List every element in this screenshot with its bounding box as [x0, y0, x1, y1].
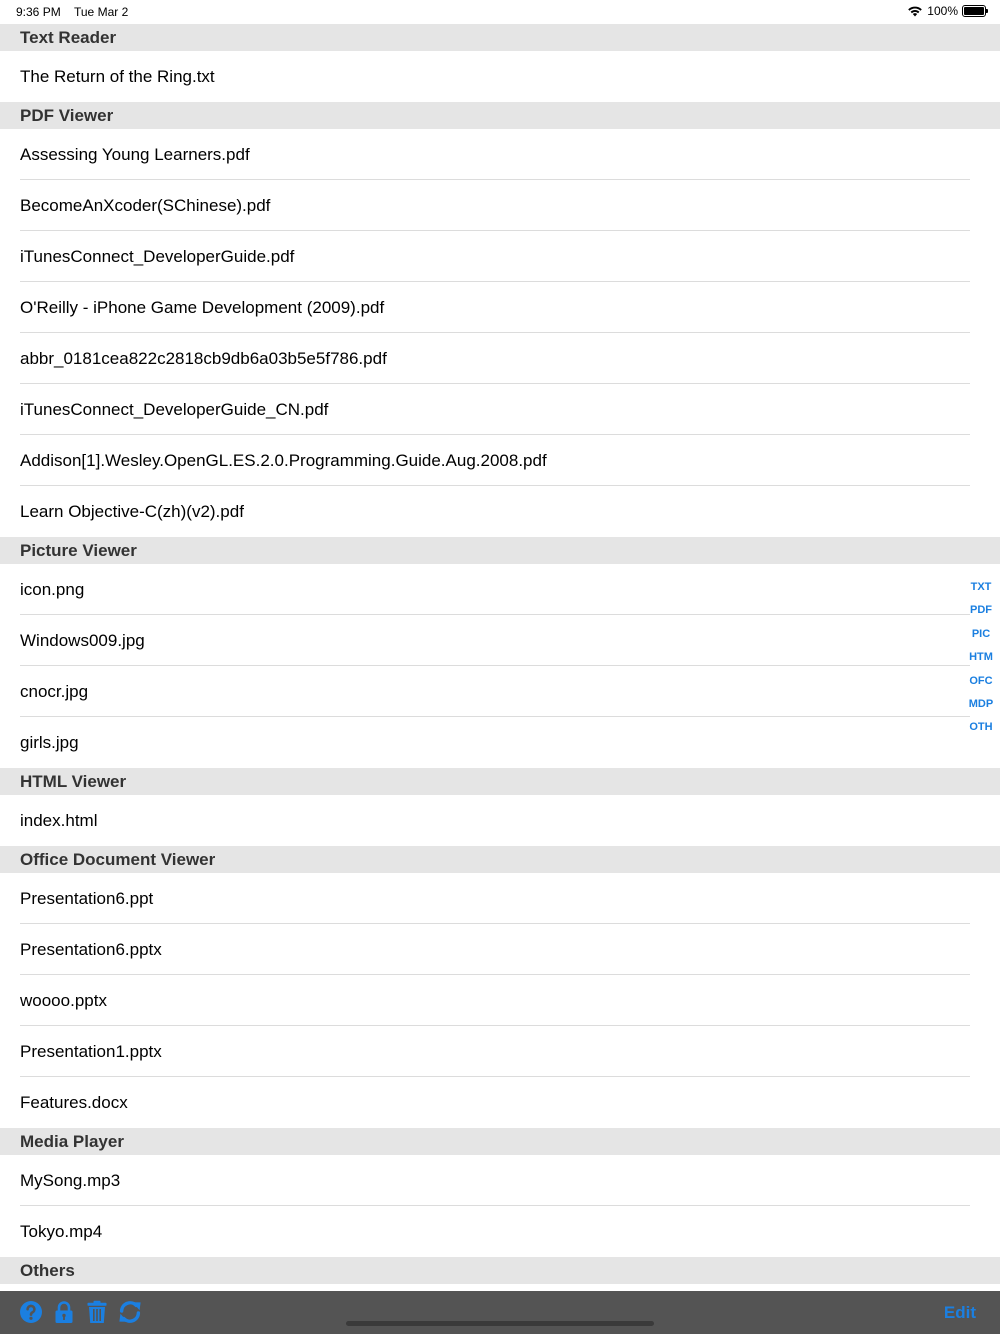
list-item[interactable]: Learn Objective-C(zh)(v2).pdf	[0, 486, 1000, 537]
list-item[interactable]: Presentation1.pptx	[0, 1026, 1000, 1077]
battery-percent: 100%	[927, 4, 958, 18]
index-mdp[interactable]: MDP	[968, 697, 994, 710]
status-right	[907, 4, 986, 18]
list-item[interactable]: girls.jpg	[0, 717, 1000, 768]
section-header-office-viewer: Office Document Viewer	[0, 846, 1000, 873]
index-txt[interactable]: TXT	[970, 581, 992, 593]
list-item[interactable]: Features.docx	[0, 1077, 1000, 1128]
status-time: 9:36 PM	[16, 5, 61, 19]
list-item[interactable]: Addison[1].Wesley.OpenGL.ES.2.0.Programming.Guide.Aug.2008.pdf	[0, 435, 1000, 486]
status-date: Tue Mar 2	[74, 5, 129, 19]
list-item[interactable]: cnocr.jpg	[0, 666, 1000, 717]
section-header-picture-viewer: Picture Viewer	[0, 537, 1000, 564]
list-item[interactable]: Tokyo.mp4	[0, 1206, 1000, 1257]
list-item[interactable]: Presentation6.pptx	[0, 924, 1000, 975]
section-header-others: Others	[0, 1257, 1000, 1284]
list-item[interactable]: iTunesConnect_DeveloperGuide.pdf	[0, 231, 1000, 282]
index-pic[interactable]: PIC	[971, 627, 991, 640]
list-item[interactable]: index.html	[0, 795, 1000, 846]
list-item[interactable]: Presentation6.ppt	[0, 873, 1000, 924]
lock-icon[interactable]	[52, 1300, 76, 1324]
battery-icon	[962, 5, 986, 17]
list-item[interactable]: iTunesConnect_DeveloperGuide_CN.pdf	[0, 384, 1000, 435]
edit-button[interactable]: Edit	[943, 1303, 976, 1322]
list-item[interactable]: MySong.mp3	[0, 1155, 1000, 1206]
list-item[interactable]: abbr_0181cea822c2818cb9db6a03b5e5f786.pdf	[0, 333, 1000, 384]
status-bar	[0, 0, 1000, 24]
list-item[interactable]: BecomeAnXcoder(SChinese).pdf	[0, 180, 1000, 231]
file-list[interactable]	[0, 24, 1000, 1284]
section-header-html-viewer: HTML Viewer	[0, 768, 1000, 795]
index-ofc[interactable]: OFC	[969, 674, 993, 687]
list-item[interactable]: icon.png	[0, 564, 1000, 615]
list-item[interactable]: The Return of the Ring.txt	[0, 51, 1000, 102]
section-header-media-player: Media Player	[0, 1128, 1000, 1155]
trash-icon[interactable]	[85, 1300, 109, 1324]
list-item[interactable]: woooo.pptx	[0, 975, 1000, 1026]
list-item[interactable]: Assessing Young Learners.pdf	[0, 129, 1000, 180]
section-index[interactable]	[966, 576, 996, 740]
help-icon[interactable]	[19, 1300, 43, 1324]
refresh-icon[interactable]	[118, 1300, 142, 1324]
section-header-pdf-viewer: PDF Viewer	[0, 102, 1000, 129]
index-htm[interactable]: HTM	[969, 651, 993, 664]
list-item[interactable]: O'Reilly - iPhone Game Development (2009).pdf	[0, 282, 1000, 333]
wifi-icon	[907, 5, 923, 17]
index-pdf[interactable]: PDF	[970, 604, 992, 617]
index-oth[interactable]: OTH	[969, 721, 993, 734]
home-indicator	[346, 1321, 654, 1326]
section-header-text-reader: Text Reader	[0, 24, 1000, 51]
bottom-toolbar	[0, 1291, 1000, 1334]
list-item[interactable]: Windows009.jpg	[0, 615, 1000, 666]
